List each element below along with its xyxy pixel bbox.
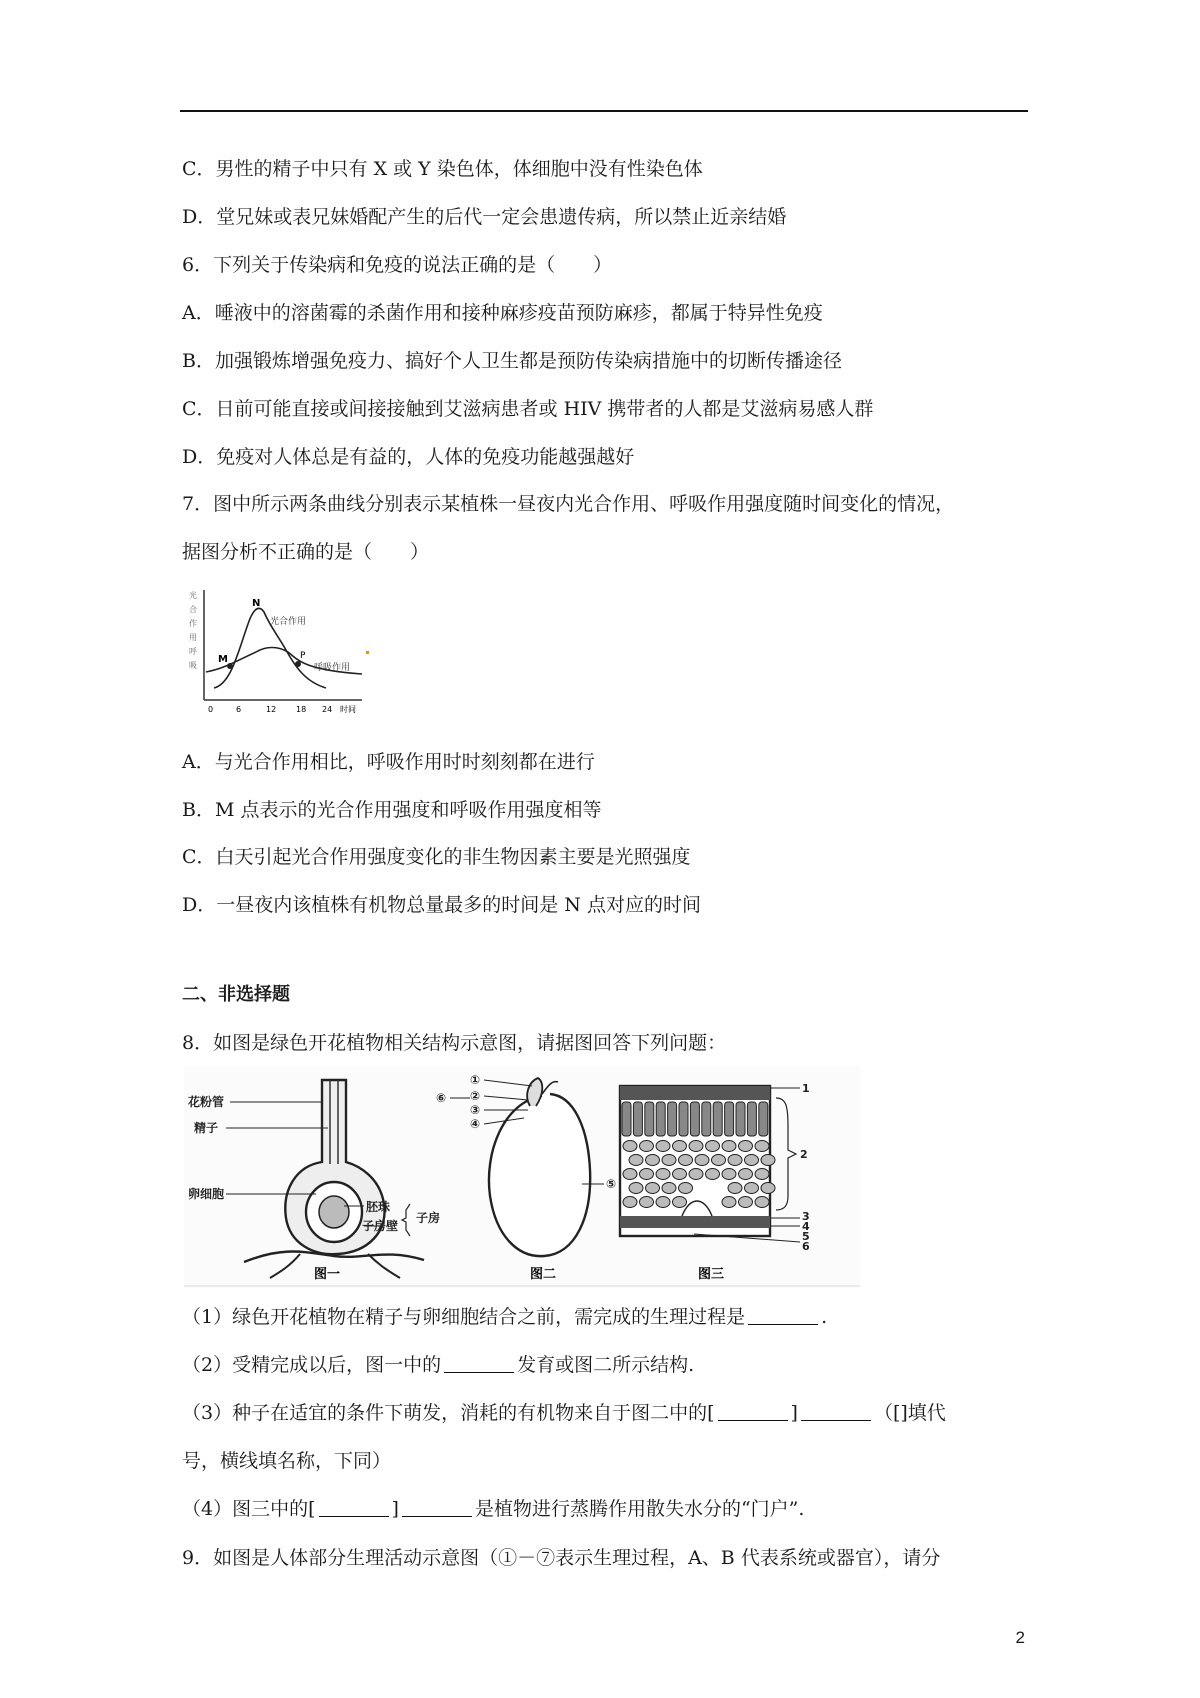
spongy-cell: [623, 1197, 637, 1208]
question-9: 9．如图是人体部分生理活动示意图（①－⑦表示生理过程，A、B 代表系统或器官），请分: [182, 1547, 941, 1569]
fig3-label-2: 2: [800, 1148, 808, 1161]
spongy-cell: [745, 1183, 759, 1194]
svg-text:用: 用: [189, 633, 197, 642]
palisade-cell: [656, 1102, 665, 1136]
q8-part-3: （3）种子在适宜的条件下萌发，消耗的有机物来自于图二中的[ ] （[]填代: [182, 1402, 946, 1424]
spongy-cell: [722, 1141, 736, 1152]
spongy-cell: [761, 1183, 775, 1194]
fig2-label-6: ⑥: [436, 1091, 447, 1105]
palisade-cell: [645, 1102, 654, 1136]
fig3-caption: 图三: [698, 1267, 725, 1282]
spongy-cell: [739, 1197, 753, 1208]
spongy-cell: [745, 1155, 759, 1166]
q8-part-4-code-blank[interactable]: [319, 1498, 389, 1517]
spongy-cell: [662, 1155, 676, 1166]
palisade-cell: [747, 1102, 756, 1136]
question-7: 7．图中所示两条曲线分别表示某植株一昼夜内光合作用、呼吸作用强度随时间变化的情况，: [182, 493, 955, 515]
x-tick-24: 24: [322, 705, 333, 714]
fig2-label-1: ①: [470, 1073, 481, 1087]
option-5c: C．男性的精子中只有 X 或 Y 染色体，体细胞中没有性染色体: [182, 158, 703, 180]
palisade-cell: [713, 1102, 722, 1136]
stray-dot: [366, 651, 369, 654]
question-8: 8．如图是绿色开花植物相关结构示意图，请据图回答下列问题：: [182, 1032, 727, 1054]
palisade-cell: [725, 1102, 734, 1136]
spongy-cell: [673, 1141, 687, 1152]
spongy-cell: [761, 1155, 775, 1166]
x-axis-label: 时间: [340, 705, 356, 714]
photosynthesis-chart-figure: [186, 584, 376, 714]
q8-part-1-blank[interactable]: [748, 1306, 818, 1325]
fig2-label-3: ③: [470, 1103, 481, 1117]
respiration-label: 呼吸作用: [314, 663, 351, 673]
q8-part-1: （1）绿色开花植物在精子与卵细胞结合之前，需完成的生理过程是 .: [182, 1306, 828, 1328]
option-6a: A．唾液中的溶菌霉的杀菌作用和接种麻疹疫苗预防麻疹，都属于特异性免疫: [182, 302, 823, 324]
option-6c: C．日前可能直接或间接接触到艾滋病患者或 HIV 携带者的人都是艾滋病易感人群: [182, 398, 874, 420]
palisade-cell: [702, 1102, 711, 1136]
chart-y-glyphs: [189, 590, 197, 670]
spongy-cell: [656, 1169, 670, 1180]
spongy-cell: [656, 1141, 670, 1152]
fig3-label-6: 6: [802, 1240, 810, 1253]
spongy-cell: [722, 1197, 736, 1208]
spongy-cell: [755, 1197, 769, 1208]
svg-text:作: 作: [189, 619, 197, 628]
fig2-label-5: ⑤: [606, 1177, 617, 1191]
palisade-cell: [633, 1102, 642, 1136]
q8-part-4: （4）图三中的[ ] 是植物进行蒸腾作用散失水分的“门户”.: [182, 1498, 805, 1520]
spongy-cell: [706, 1141, 720, 1152]
spongy-cell: [755, 1169, 769, 1180]
q8-part-3-code-blank[interactable]: [718, 1402, 788, 1421]
fig1-label-pollen-tube: 花粉管: [188, 1095, 225, 1109]
fig3-leaf-section-drawing: [620, 1086, 775, 1236]
q8-part-2: （2）受精完成以后，图一中的 发育或图二所示结构.: [182, 1354, 695, 1376]
spongy-cell: [722, 1169, 736, 1180]
option-5d: D．堂兄妹或表兄妹婚配产生的后代一定会患遗传病，所以禁止近亲结婚: [182, 206, 787, 228]
spongy-cell: [695, 1155, 709, 1166]
spongy-cell: [640, 1141, 654, 1152]
fig1-caption: 图一: [314, 1267, 341, 1282]
q8-part-2-blank[interactable]: [444, 1354, 514, 1373]
spongy-cell: [623, 1169, 637, 1180]
svg-text:吸: 吸: [189, 661, 197, 670]
spongy-cell: [640, 1197, 654, 1208]
spongy-cell: [755, 1141, 769, 1152]
header-rule: [180, 110, 1028, 112]
fig2-label-4: ④: [470, 1117, 481, 1131]
spongy-cell: [689, 1169, 703, 1180]
section-heading: 二、非选择题: [182, 984, 290, 1005]
question-7-cont: 据图分析不正确的是（ ）: [182, 541, 430, 563]
spongy-cell: [739, 1141, 753, 1152]
x-tick-18: 18: [296, 705, 307, 714]
option-6d: D．免疫对人体总是有益的，人体的免疫功能越强越好: [182, 446, 635, 468]
fig1-label-egg-cell: 卵细胞: [188, 1187, 225, 1201]
option-7b: B．M 点表示的光合作用强度和呼吸作用强度相等: [182, 799, 602, 821]
fig1-label-ovule: 胚珠: [366, 1200, 391, 1214]
palisade-cell: [690, 1102, 699, 1136]
q8-part-3-name-blank[interactable]: [801, 1402, 871, 1421]
spongy-cell: [728, 1155, 742, 1166]
q8-part-3-cont: 号，横线填名称，下同）: [182, 1450, 392, 1472]
spongy-cell: [673, 1169, 687, 1180]
spongy-cell: [679, 1183, 693, 1194]
option-7a: A．与光合作用相比，呼吸作用时时刻刻都在进行: [182, 751, 595, 773]
spongy-cell: [646, 1155, 660, 1166]
spongy-cell: [656, 1197, 670, 1208]
spongy-cell: [679, 1155, 693, 1166]
palisade-cell: [679, 1102, 688, 1136]
spongy-cell: [629, 1183, 643, 1194]
fig1-label-ovary-wall: 子房壁: [362, 1219, 399, 1233]
palisade-cell: [668, 1102, 677, 1136]
fig2-caption: 图二: [530, 1267, 557, 1282]
question-6: 6．下列关于传染病和免疫的说法正确的是（ ）: [182, 254, 613, 276]
point-p-marker: [295, 661, 301, 667]
q8-part-4-name-blank[interactable]: [402, 1498, 472, 1517]
x-tick-6: 6: [236, 705, 242, 714]
option-6b: B．加强锻炼增强免疫力、搞好个人卫生都是预防传染病措施中的切断传播途径: [182, 350, 842, 372]
spongy-cell: [623, 1141, 637, 1152]
x-tick-0: 0: [208, 705, 214, 714]
plant-structure-figure: [184, 1066, 860, 1288]
spongy-cell: [646, 1183, 660, 1194]
spongy-cell: [712, 1155, 726, 1166]
svg-text:光: 光: [189, 591, 197, 600]
palisade-cell: [622, 1102, 631, 1136]
fig3-label-3: 3: [802, 1210, 810, 1223]
palisade-cell: [736, 1102, 745, 1136]
spongy-cell: [629, 1155, 643, 1166]
point-m-label: M: [218, 654, 228, 665]
fig2-label-2: ②: [470, 1089, 481, 1103]
spongy-cell: [739, 1169, 753, 1180]
spongy-cell: [728, 1183, 742, 1194]
spongy-cell: [706, 1169, 720, 1180]
point-n-label: N: [252, 598, 261, 609]
svg-text:合: 合: [189, 605, 197, 614]
spongy-cell: [662, 1183, 676, 1194]
fig1-label-ovary: 子房: [416, 1211, 441, 1225]
spongy-cell: [673, 1197, 687, 1208]
fig1-label-sperm: 精子: [194, 1121, 219, 1135]
option-7d: D．一昼夜内该植株有机物总量最多的时间是 N 点对应的时间: [182, 894, 701, 916]
x-tick-12: 12: [266, 705, 277, 714]
svg-text:呼: 呼: [189, 647, 197, 656]
fig3-label-1: 1: [802, 1082, 810, 1095]
spongy-cell: [689, 1141, 703, 1152]
fig3-label-4: 4: [802, 1220, 810, 1233]
palisade-cell: [759, 1102, 768, 1136]
page-number: 2: [1015, 1628, 1025, 1647]
option-7c: C．白天引起光合作用强度变化的非生物因素主要是光照强度: [182, 846, 691, 868]
photosynthesis-label: 光合作用: [270, 617, 307, 627]
point-p-label: P: [300, 651, 306, 661]
fig3-label-5: 5: [802, 1230, 810, 1243]
spongy-cell: [640, 1169, 654, 1180]
